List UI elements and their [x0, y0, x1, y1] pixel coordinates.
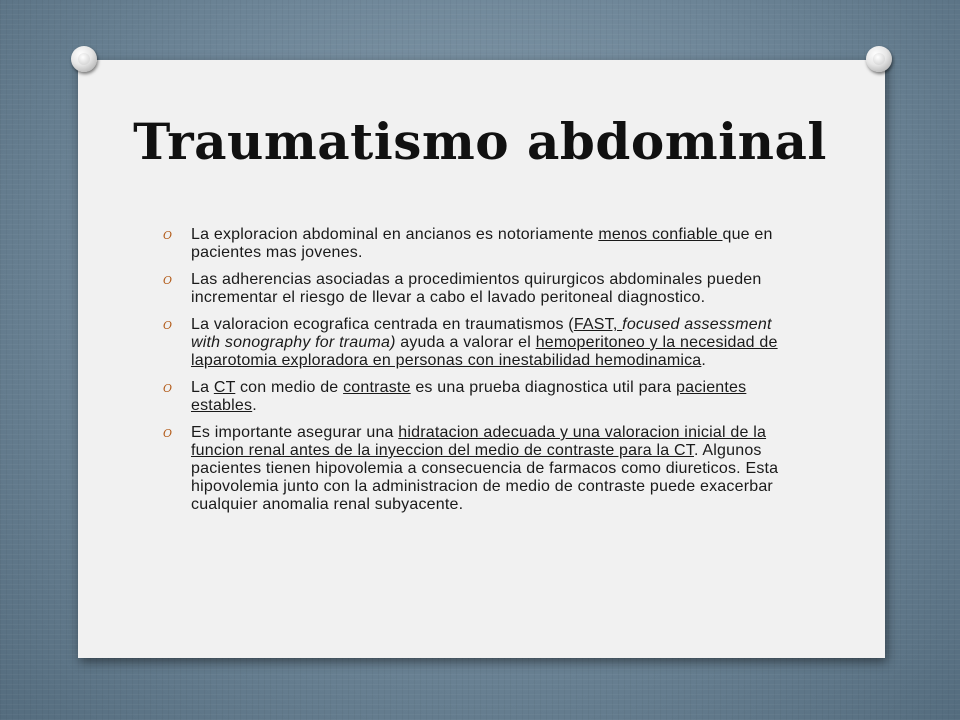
- bullet-text: que en pacientes mas jovenes.: [191, 226, 773, 261]
- bullet-text: Es importante asegurar una: [191, 424, 399, 441]
- bullet-marker-icon: O: [163, 427, 173, 440]
- underlined-text: contraste: [343, 379, 411, 396]
- bullet-list: [163, 226, 803, 523]
- underlined-text: CT: [213, 379, 236, 396]
- italic-text: focused assessment with sonography for trauma): [191, 316, 772, 351]
- bullet-marker-icon: O: [163, 382, 173, 395]
- underlined-text: FAST,: [573, 316, 623, 333]
- underlined-text: menos confiable: [598, 226, 723, 243]
- bullet-item: [163, 316, 803, 370]
- bullet-text: con medio de: [235, 379, 344, 396]
- bullet-text: . Algunos pacientes tienen hipovolemia a consecuencia de farmacos como diureticos. Esta hipovolemia junto con la administracion de medio de contraste puede exacerbar cualquier anomalia renal subyacente.: [191, 442, 779, 513]
- bullet-text: La: [191, 379, 214, 396]
- bullet-marker-icon: O: [163, 229, 173, 242]
- bullet-item: [163, 226, 803, 262]
- bullet-text: La valoracion ecografica centrada en traumatismos (: [191, 316, 574, 333]
- bullet-marker-icon: O: [163, 274, 173, 287]
- underlined-text: pacientes estables: [191, 379, 747, 414]
- bullet-text: ayuda a valorar el: [400, 334, 536, 351]
- underlined-text: hemoperitoneo y la necesidad de laparotomia exploradora en personas con inestabilidad hemodinamica: [191, 334, 778, 369]
- bullet-item: [163, 379, 803, 415]
- pushpin-icon: [866, 46, 892, 72]
- bullet-item: [163, 271, 803, 307]
- bullet-marker-icon: O: [163, 319, 173, 332]
- bullet-text: Las adherencias asociadas a procedimientos quirurgicos abdominales pueden incrementar el riesgo de llevar a cabo el lavado peritoneal diagnostico.: [191, 271, 762, 306]
- slide-title: Traumatismo abdominal: [133, 112, 827, 171]
- underlined-text: hidratacion adecuada y una valoracion inicial de la funcion renal antes de la inyeccion del medio de contraste para la CT: [191, 424, 767, 459]
- pushpin-icon: [71, 46, 97, 72]
- bullet-item: [163, 424, 803, 514]
- bullet-text: es una prueba diagnostica util para: [410, 379, 677, 396]
- bullet-text: La exploracion abdominal en ancianos es notoriamente: [191, 226, 599, 243]
- bullet-text: .: [701, 352, 707, 369]
- bullet-text: .: [252, 397, 257, 414]
